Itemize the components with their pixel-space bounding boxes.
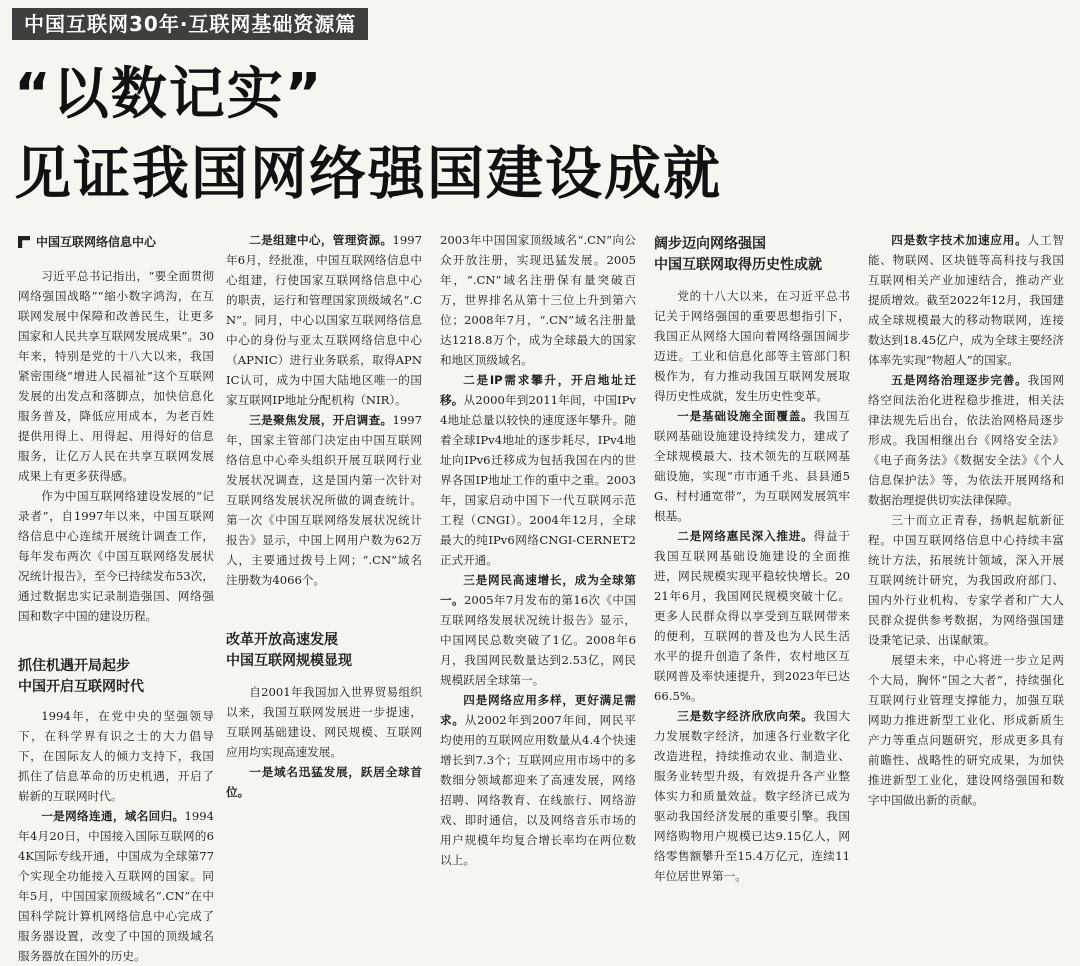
paragraph-body: 得益于我国互联网基础设施建设的全面推进，网民规模实现平稳较快增长。2021年6月，我国网民规模突破十亿。更多人民群众得以享受到互联网带来的便利，互联网的普及也为人民生活水平的提升创造了条件，农村地区互联网普及率快速提升，到2023年已达66.5%。 <box>654 529 850 703</box>
paragraph <box>226 230 422 410</box>
paragraph-lead: 一是基础设施全面覆盖。 <box>677 409 814 423</box>
paragraph <box>226 762 422 802</box>
section-subhead <box>654 234 850 276</box>
section-subhead <box>18 656 214 698</box>
byline-text: 中国互联网络信息中心 <box>36 235 157 249</box>
paragraph-body: 从2000年到2011年间，中国IPv4地址总量以较快的速度逐年攀升。随着全球IPv4地址的逐步耗尽，IPv4地址向IPv6迁移成为包括我国在内的世界各国IP地址工作的重中之重。2003年，国家启动中国下一代互联网示范工程（CNGI）。2004年12月，全球最大的纯IPv6网络CNGI-CERNET2正式开通。 <box>440 393 636 567</box>
paragraph: 三十而立正青春，扬帆起航新征程。中国互联网络信息中心持续丰富统计方法，拓展统计领域，深入开展互联网统计研究，为我国政府部门、国内外行业机构、专家学者和广大人民群众提供参考数据，为网络强国建设秉笔记录、出谋献策。 <box>868 513 1064 647</box>
article-column-2 <box>226 230 422 802</box>
section-subhead <box>226 630 422 672</box>
paragraph: 党的十八大以来，在习近平总书记关于网络强国的重要思想指引下，我国正从网络大国向着网络强国阔步迈进。工业和信息化部等主管部门积极作为，有力推动我国互联网发展取得历史性成就，发生历史性变革。 <box>654 289 850 403</box>
subhead-line: 改革开放高速发展 <box>226 632 338 648</box>
paragraph-lead: 二是组建中心，管理资源。 <box>249 233 393 247</box>
paragraph-lead: 五是网络治理逐步完善。 <box>891 373 1028 387</box>
article-column-1 <box>18 228 214 966</box>
paragraph-lead: 一是域名迅猛发展，跃居全球首位。 <box>226 765 422 799</box>
paragraph <box>440 230 636 370</box>
paragraph-lead: 二是IP需求攀升，开启地址迁移。 <box>440 373 636 407</box>
paragraph <box>654 706 850 886</box>
paragraph-body: 从2002年到2007年间，网民平均使用的互联网应用数量从4.4个快速增长到7.3个；互联网应用市场中的多数细分领域都迎来了高速发展，网络招聘、网络教育、在线旅行、网络游戏、即时通信，以及网络音乐市场的用户规模年均复合增长率均在两位数以上。 <box>440 713 636 867</box>
paragraph-body: 我国大力发展数字经济，加速各行业数字化改造进程，持续推动农业、制造业、服务业转型升级，有效提升各产业整体实力和质量效益。数字经济已成为驱动我国经济发展的重要引擎。我国网络购物用户规模已达9.15亿人，网络零售额攀升至15.4万亿元，连续11年位居世界第一。 <box>654 709 850 883</box>
paragraph-body: 1994年4月20日，中国接入国际互联网的64K国际专线开通，中国成为全球第77个实现全功能接入互联网的国家。同年5月，中国国家顶级域名“.CN”在中国科学院计算机网络信息中心完成了服务器设置，改变了中国的顶级域名服务器放在国外的历史。 <box>18 809 214 963</box>
paragraph <box>440 370 636 570</box>
paragraph-body: 1997年6月，经批准，中国互联网络信息中心组建，行使国家互联网络信息中心的职责，运行和管理国家顶级域名“.CN”。同月，中心以国家互联网络信息中心的身份与亚太互联网络信息中心（APNIC）进行业务联系，取得APNIC认可，成为中国大陆地区唯一的国家互联网IP地址分配机构（NIR）。 <box>226 233 422 407</box>
paragraph-body: 人工智能、物联网、区块链等高科技与我国互联网相关产业加速结合，推动产业提质增效。截至2022年12月，我国建成全球规模最大的移动物联网，连接数达到18.45亿户，成为全球主要经济体率先实现“物超人”的国家。 <box>868 233 1064 367</box>
article-column-3 <box>440 230 636 870</box>
bookmark-icon <box>18 236 30 248</box>
paragraph <box>226 410 422 590</box>
subhead-line: 阔步迈向网络强国 <box>654 236 766 252</box>
paragraph <box>654 526 850 706</box>
paragraph-body: 我国互联网基础设施建设持续发力，建成了全球规模最大、技术领先的互联网基础设施，实现“市市通千兆、县县通5G、村村通宽带”，为互联网发展筑牢根基。 <box>654 409 850 523</box>
paragraph-lead: 一是网络连通，域名回归。 <box>41 809 185 823</box>
paragraph <box>654 406 850 526</box>
paragraph-lead: 三是数字经济欣欣向荣。 <box>677 709 814 723</box>
paragraph <box>18 806 214 966</box>
byline <box>18 232 214 252</box>
paragraph: 展望未来，中心将进一步立足两个大局，胸怀“国之大者”，持续强化互联网行业管理支撑能力，加强互联网助力推进新型工业化、形成新质生产力等重点问题研究，形成更多具有前瞻性、战略性的研究成果，为加快推进新型工业化，建设网络强国和数字中国做出新的贡献。 <box>868 653 1064 807</box>
paragraph-lead: 四是数字技术加速应用。 <box>891 233 1028 247</box>
paragraph-lead: 三是聚焦发展，开启调查。 <box>249 413 393 427</box>
paragraph-lead: 四是网络应用多样，更好满足需求。 <box>440 693 636 727</box>
paragraph-body: 2003年中国国家顶级域名“.CN”向公众开放注册，实现迅猛发展。2005年，“.CN”域名注册保有量突破百万，世界排名从第十三位上升到第六位；2008年7月，“.CN”域名注册量达1218.8万个，成为全球最大的国家和地区顶级域名。 <box>440 233 636 367</box>
section-kicker: 中国互联网30年·互联网基础资源篇 <box>12 8 368 40</box>
paragraph-lead: 二是网络惠民深入推进。 <box>677 529 814 543</box>
subhead-line: 中国开启互联网时代 <box>18 679 144 695</box>
subhead-line: 抓住机遇开局起步 <box>18 658 130 674</box>
paragraph-body: 1997年，国家主管部门决定由中国互联网络信息中心牵头组织开展互联网行业发展状况调查，这是国内第一次针对互联网络发展状况所做的调查统计。第一次《中国互联网络发展状况统计报告》显示，中国上网用户数为62万人，主要通过拨号上网；“.CN”域名注册数为4066个。 <box>226 413 422 587</box>
article-column-5 <box>868 230 1064 810</box>
headline-line-1: “以数记实” <box>14 62 324 127</box>
paragraph: 习近平总书记指出，“要全面贯彻网络强国战略”“缩小数字鸿沟，在互联网发展中保障和改善民生，让更多国家和人民共享互联网发展成果”。30年来，特别是党的十八大以来，我国紧密围绕“增进人民福祉”这个互联网发展的出发点和落脚点，加快信息化服务普及，降低应用成本，为老百姓提供用得上、用得起、用得好的信息服务，让亿万人民在共享互联网发展成果上有更多获得感。 <box>18 269 214 483</box>
paragraph-body: 我国网络空间法治化进程稳步推进，相关法律法规先后出台，依法治网格局逐步形成。我国相继出台《网络安全法》《电子商务法》《数据安全法》《个人信息保护法》等，为依法开展网络和数据治理提供切实法律保障。 <box>868 373 1064 507</box>
paragraph <box>440 570 636 690</box>
paragraph: 自2001年我国加入世界贸易组织以来，我国互联网发展进一步提速，互联网基础建设、网民规模、互联网应用均实现高速发展。 <box>226 685 422 759</box>
article-column-4 <box>654 230 850 886</box>
headline-line-2: 见证我国网络强国建设成就 <box>14 141 722 207</box>
paragraph: 作为中国互联网络建设发展的“记录者”，自1997年以来，中国互联网络信息中心连续开展统计调查工作，每年发布两次《中国互联网络发展状况统计报告》，至今已持续发布53次，通过数据忠实记录制造强国、网络强国和数字中国的建设历程。 <box>18 489 214 623</box>
paragraph-lead: 三是网民高速增长，成为全球第一。 <box>440 573 636 607</box>
subhead-line: 中国互联网规模显现 <box>226 653 352 669</box>
paragraph <box>868 230 1064 370</box>
subhead-line: 中国互联网取得历史性成就 <box>654 257 822 273</box>
paragraph <box>868 370 1064 510</box>
paragraph <box>440 690 636 870</box>
paragraph-body: 2005年7月发布的第16次《中国互联网络发展状况统计报告》显示，中国网民总数突破了1亿。2008年6月，我国网民数量达到2.53亿，网民规模跃居全球第一。 <box>440 593 636 687</box>
paragraph: 1994年，在党中央的坚强领导下，在科学界有识之士的大力倡导下，在国际友人的倾力支持下，我国抓住了信息革命的历史机遇，开启了崭新的互联网时代。 <box>18 709 214 803</box>
